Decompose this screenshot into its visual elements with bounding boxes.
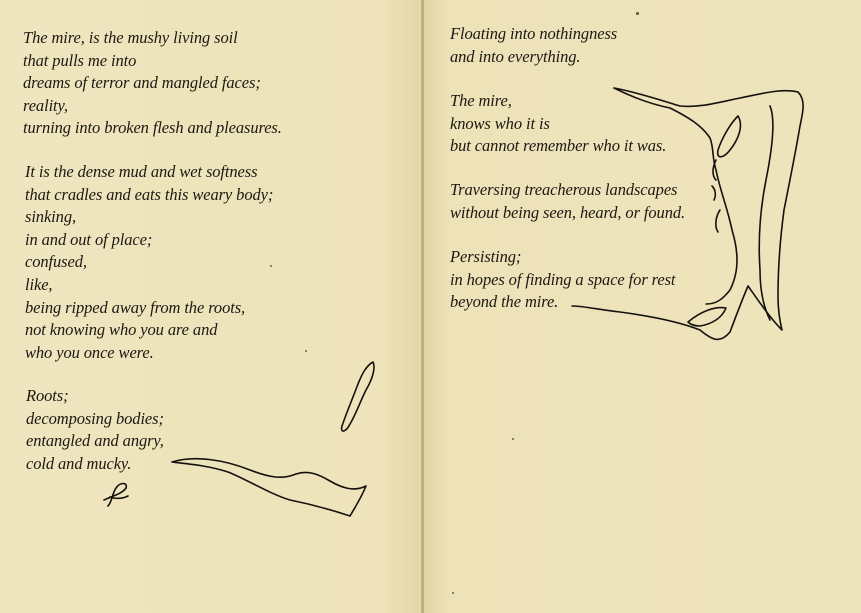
left-page [0, 0, 422, 613]
right-stanza-4 [450, 246, 675, 314]
poem-line: like, [25, 274, 53, 294]
poem-line: reality, [23, 95, 68, 115]
paper-speck [305, 350, 307, 352]
paper-speck [452, 592, 454, 594]
poem-line: who you once were. [25, 342, 154, 362]
paper-speck [512, 438, 514, 440]
poem-line: cold and mucky. [26, 453, 132, 473]
poem-line: but cannot remember who it was. [450, 136, 667, 156]
poem-line: dreams of terror and mangled faces; [23, 73, 261, 93]
poem-line: sinking, [25, 207, 76, 227]
poem-line: decomposing bodies; [26, 408, 164, 428]
poem-line: that pulls me into [23, 50, 137, 70]
poem-line: entangled and angry, [26, 431, 164, 451]
right-stanza-3 [450, 179, 685, 224]
right-stanza-2 [450, 90, 666, 158]
poem-line: that cradles and eats this weary body; [25, 184, 274, 204]
poem-line: not knowing who you are and [25, 320, 218, 340]
right-stanza-1 [450, 23, 617, 68]
poem-line: The mire, is the mushy living soil [23, 28, 238, 47]
paper-speck [270, 265, 272, 267]
poem-line: knows who it is [450, 113, 550, 133]
left-stanza-1 [23, 27, 282, 140]
poem-line: The mire, [450, 91, 512, 110]
poem-line: in and out of place; [25, 229, 153, 249]
left-stanza-3 [26, 385, 164, 475]
poem-line: It is the dense mud and wet softness [25, 162, 258, 181]
right-page [424, 0, 861, 613]
poem-line: Roots; [26, 386, 69, 405]
poem-line: turning into broken flesh and pleasures. [23, 118, 282, 138]
poem-line: being ripped away from the roots, [25, 297, 246, 317]
left-stanza-2 [25, 161, 273, 364]
poem-line: without being seen, heard, or found. [450, 202, 686, 222]
poem-line: beyond the mire. [450, 292, 559, 312]
poem-line: in hopes of finding a space for rest [450, 269, 676, 289]
poem-line: confused, [25, 252, 87, 272]
poem-line: Persisting; [450, 247, 522, 266]
paper-speck [636, 12, 639, 15]
poem-line: Traversing treacherous landscapes [450, 180, 678, 199]
poem-line: Floating into nothingness [450, 24, 618, 43]
poem-line: and into everything. [450, 46, 581, 66]
